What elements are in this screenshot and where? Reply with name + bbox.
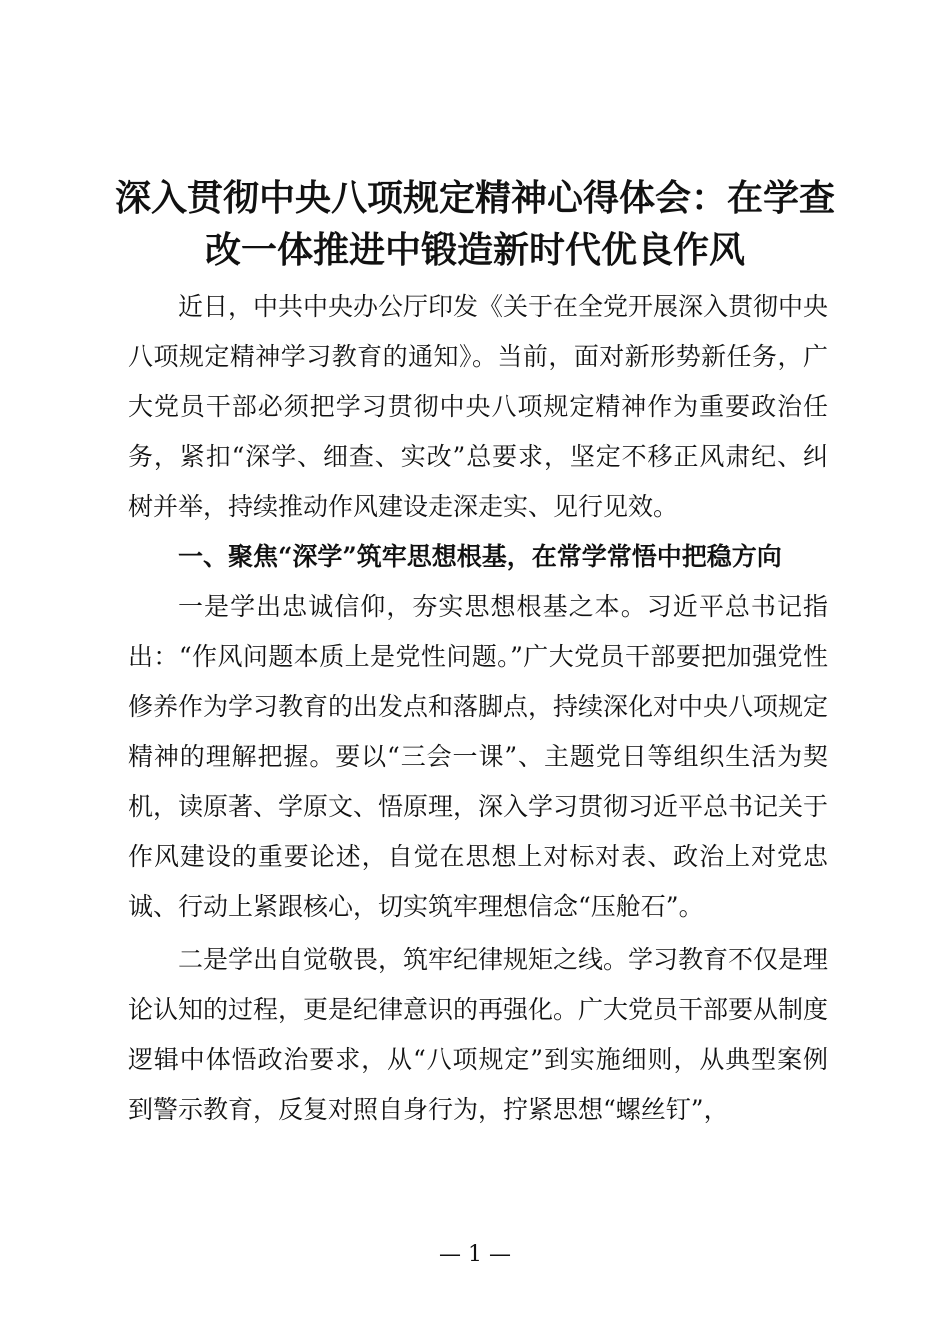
document-body <box>128 282 828 1135</box>
page-number: — 1 — <box>439 1242 511 1267</box>
title-line-1: 深入贯彻中央八项规定精神心得体会：在学查 <box>114 177 835 219</box>
intro-paragraph: 近日，中共中央办公厅印发《关于在全党开展深入贯彻中央八项规定精神学习教育的通知》。当前，面对新形势新任务，广大党员干部必须把学习贯彻中央八项规定精神作为重要政治任务，紧扣“深学、细查、实改”总要求，坚定不移正风肃纪、纠树并举，持续推动作风建设走深走实、见行见效。 <box>128 292 829 521</box>
title-line-2: 改一体推进中锻造新时代优良作风 <box>204 229 745 271</box>
body-paragraph-2: 二是学出自觉敬畏，筑牢纪律规矩之线。学习教育不仅是理论认知的过程，更是纪律意识的再强化。广大党员干部要从制度逻辑中体悟政治要求，从“八项规定”到实施细则，从典型案例到警示教育，反复对照自身行为，拧紧思想“螺丝钉”， <box>128 945 829 1124</box>
body-paragraph-1: 一是学出忠诚信仰，夯实思想根基之本。习近平总书记指出：“作风问题本质上是党性问题。”广大党员干部要把加强党性修养作为学习教育的出发点和落脚点，持续深化对中央八项规定精神的理解把握。要以“三会一课”、主题党日等组织生活为契机，读原著、学原文、悟原理，深入学习贯彻习近平总书记关于作风建设的重要论述，自觉在思想上对标对表、政治上对党忠诚、行动上紧跟核心，切实筑牢理想信念“压舱石”。 <box>128 592 829 921</box>
document-title <box>100 172 850 276</box>
section-heading-1: 一、聚焦“深学”筑牢思想根基，在常学常悟中把稳方向 <box>178 542 782 571</box>
